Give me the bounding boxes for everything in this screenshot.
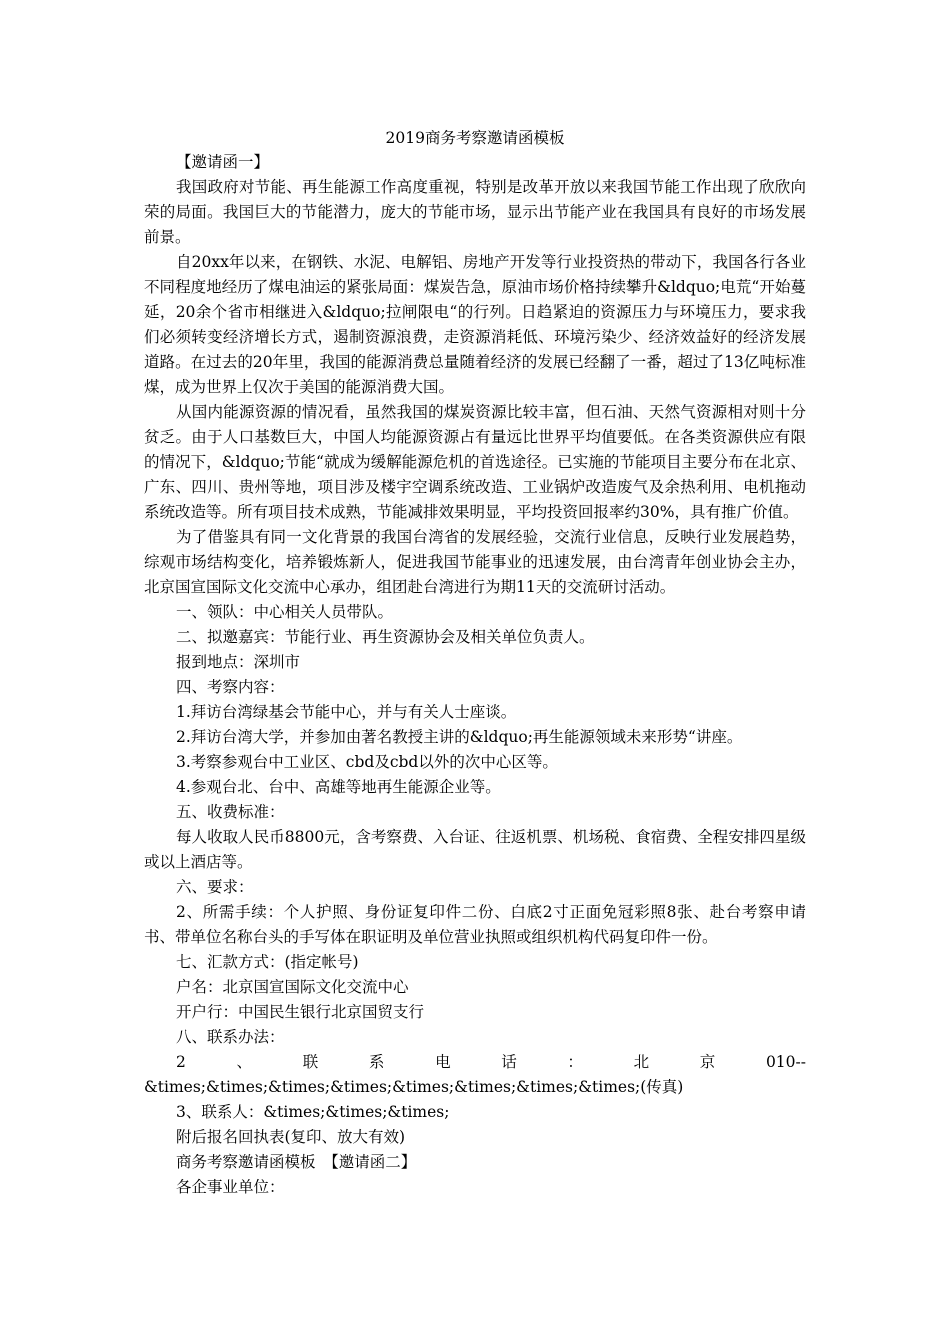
contact-phone: 2、联系电话：北京010--&times;&times;&times;&times;&times;&times;&times;&times;(传真) (144, 1053, 806, 1096)
list-item: 五、收费标准： (176, 803, 285, 821)
list-item: 四、考察内容： (176, 678, 285, 696)
list-item: 1.拜访台湾绿基会节能中心，并与有关人士座谈。 (176, 703, 517, 721)
document-body (144, 150, 806, 1200)
list-item: 开户行：中国民生银行北京国贸支行 (176, 1003, 425, 1021)
salutation: 各企事业单位： (176, 1178, 285, 1196)
list-item: 六、要求： (176, 878, 254, 896)
list-item: 4.参观台北、台中、高雄等地再生能源企业等。 (176, 778, 501, 796)
section-heading: 商务考察邀请函模板 【邀请函二】 (176, 1153, 417, 1171)
list-item: 七、汇款方式：(指定帐号) (176, 953, 359, 971)
body-paragraph: 我国政府对节能、再生能源工作高度重视，特别是改革开放以来我国节能工作出现了欣欣向荣的局面。我国巨大的节能潜力，庞大的节能市场，显示出节能产业在我国具有良好的市场发展前景。 (144, 178, 806, 246)
body-paragraph: 自20xx年以来，在钢铁、水泥、电解铝、房地产开发等行业投资热的带动下，我国各行各业不同程度地经历了煤电油运的紧张局面：煤炭告急，原油市场价格持续攀升&ldquo;电荒“开始蔓延，20余个省市相继进入&ldquo;拉闸限电“的行列。日趋紧迫的资源压力与环境压力，要求我们必须转变经济增长方式，遏制资源浪费，走资源消耗低、环境污染少、经济效益好的经济发展道路。在过去的20年里，我国的能源消费总量随着经济的发展已经翻了一番，超过了13亿吨标准煤，成为世界上仅次于美国的能源消费大国。 (144, 253, 806, 396)
list-item: 2.拜访台湾大学，并参加由著名教授主讲的&ldquo;再生能源领域未来形势“讲座。 (176, 728, 743, 746)
body-paragraph: 为了借鉴具有同一文化背景的我国台湾省的发展经验，交流行业信息，反映行业发展趋势，综观市场结构变化，培养锻炼新人，促进我国节能事业的迅速发展，由台湾青年创业协会主办，北京国宣国际文化交流中心承办，组团赴台湾进行为期11天的交流研讨活动。 (144, 528, 806, 596)
list-item: 一、领队：中心相关人员带队。 (176, 603, 394, 621)
list-item: 报到地点：深圳市 (176, 653, 301, 671)
list-item: 八、联系办法： (176, 1028, 285, 1046)
document-title: 2019商务考察邀请函模板 (385, 129, 565, 147)
body-paragraph: 从国内能源资源的情况看，虽然我国的煤炭资源比较丰富，但石油、天然气资源相对则十分贫乏。由于人口基数巨大，中国人均能源资源占有量远比世界平均值要低。在各类资源供应有限的情况下，&ldquo;节能“就成为缓解能源危机的首选途径。已实施的节能项目主要分布在北京、广东、四川、贵州等地，项目涉及楼宇空调系统改造、工业锅炉改造废气及余热利用、电机拖动系统改造等。所有项目技术成熟，节能减排效果明显，平均投资回报率约30%，具有推广价值。 (144, 403, 806, 521)
list-item: 户名：北京国宣国际文化交流中心 (176, 978, 409, 996)
list-item: 二、拟邀嘉宾：节能行业、再生资源协会及相关单位负责人。 (176, 628, 595, 646)
list-item: 3.考察参观台中工业区、cbd及cbd以外的次中心区等。 (176, 753, 558, 771)
contact-person: 3、联系人：&times;&times;&times; (176, 1103, 450, 1121)
list-item: 附后报名回执表(复印、放大有效) (176, 1128, 406, 1146)
body-paragraph: 2、所需手续：个人护照、身份证复印件二份、白底2寸正面免冠彩照8张、赴台考察申请书、带单位名称台头的手写体在职证明及单位营业执照或组织机构代码复印件一份。 (144, 903, 806, 946)
section-heading: 【邀请函一】 (176, 153, 270, 171)
body-paragraph: 每人收取人民币8800元，含考察费、入台证、往返机票、机场税、食宿费、全程安排四星级或以上酒店等。 (144, 828, 806, 871)
